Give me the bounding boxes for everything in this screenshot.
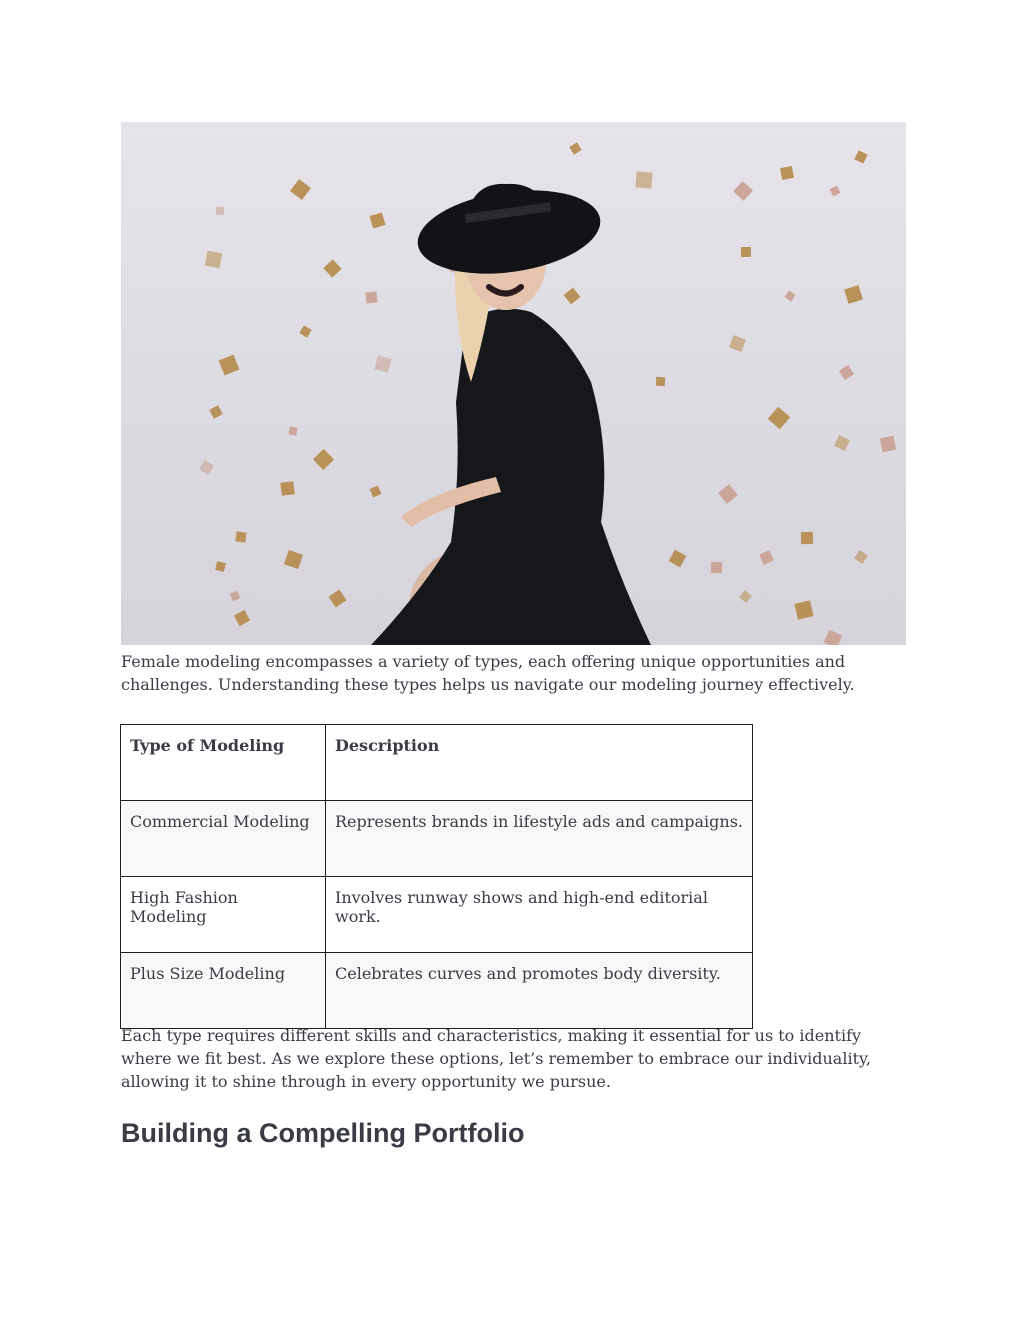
confetti-piece — [564, 288, 581, 305]
confetti-piece — [830, 186, 841, 197]
confetti-piece — [323, 259, 341, 277]
confetti-piece — [284, 550, 303, 569]
confetti-piece — [844, 285, 863, 304]
confetti-piece — [733, 181, 753, 201]
cell-type: High Fashion Modeling — [121, 877, 326, 953]
cell-type: Plus Size Modeling — [121, 953, 326, 1029]
model-illustration — [121, 122, 906, 645]
confetti-piece — [313, 449, 334, 470]
confetti-piece — [230, 591, 240, 601]
table-row — [121, 953, 753, 1029]
confetti-piece — [854, 150, 867, 163]
confetti-piece — [656, 377, 666, 387]
confetti-piece — [718, 484, 738, 504]
confetti-piece — [215, 561, 226, 572]
header-type: Type of Modeling — [121, 725, 326, 801]
modeling-types-table — [120, 724, 753, 1029]
confetti-piece — [288, 426, 297, 435]
cell-description: Represents brands in lifestyle ads and campaigns. — [326, 801, 753, 877]
confetti-piece — [235, 531, 246, 542]
cell-description: Involves runway shows and high-end editorial work. — [326, 877, 753, 953]
confetti-piece — [299, 325, 311, 337]
confetti-piece — [290, 179, 311, 200]
confetti-piece — [635, 171, 652, 188]
confetti-piece — [824, 630, 842, 645]
confetti-piece — [365, 291, 377, 303]
confetti-piece — [794, 600, 813, 619]
confetti-piece — [729, 335, 746, 352]
intro-paragraph: Female modeling encompasses a variety of types, each offering unique opportunities and challenges. Understanding these types helps us navigate our modeling journey effectively. — [121, 652, 855, 694]
confetti-piece — [880, 436, 897, 453]
confetti-piece — [834, 435, 850, 451]
section-heading: Building a Compelling Portfolio — [121, 1118, 525, 1148]
confetti-piece — [219, 355, 240, 376]
confetti-piece — [216, 207, 224, 215]
confetti-piece — [374, 355, 391, 372]
confetti-piece — [739, 590, 752, 603]
confetti-piece — [209, 405, 223, 419]
closing-paragraph: Each type requires different skills and characteristics, making it essential for us to identify where we fit best. As we explore these options, let’s remember to embrace our individuality, allowing it to shine through in every opportunity we pursue. — [121, 1026, 871, 1091]
hero-photo — [121, 122, 906, 645]
confetti-piece — [768, 407, 791, 430]
header-description: Description — [326, 725, 753, 801]
confetti-piece — [370, 486, 382, 498]
table-row — [121, 801, 753, 877]
cell-description: Celebrates curves and promotes body diversity. — [326, 953, 753, 1029]
confetti-piece — [669, 550, 687, 568]
confetti-piece — [759, 550, 774, 565]
confetti-piece — [205, 251, 222, 268]
confetti-piece — [839, 365, 854, 380]
confetti-piece — [780, 166, 794, 180]
confetti-piece — [199, 460, 214, 475]
confetti-piece — [234, 610, 250, 626]
confetti-piece — [569, 142, 581, 154]
table-header-row — [121, 725, 753, 801]
confetti-piece — [280, 481, 294, 495]
cell-type: Commercial Modeling — [121, 801, 326, 877]
confetti-piece — [801, 532, 813, 544]
confetti-piece — [328, 589, 346, 607]
table-row — [121, 877, 753, 953]
confetti-piece — [711, 562, 723, 574]
confetti-piece — [784, 290, 795, 301]
confetti-piece — [741, 247, 751, 257]
confetti-piece — [369, 212, 385, 228]
confetti-piece — [854, 550, 868, 564]
